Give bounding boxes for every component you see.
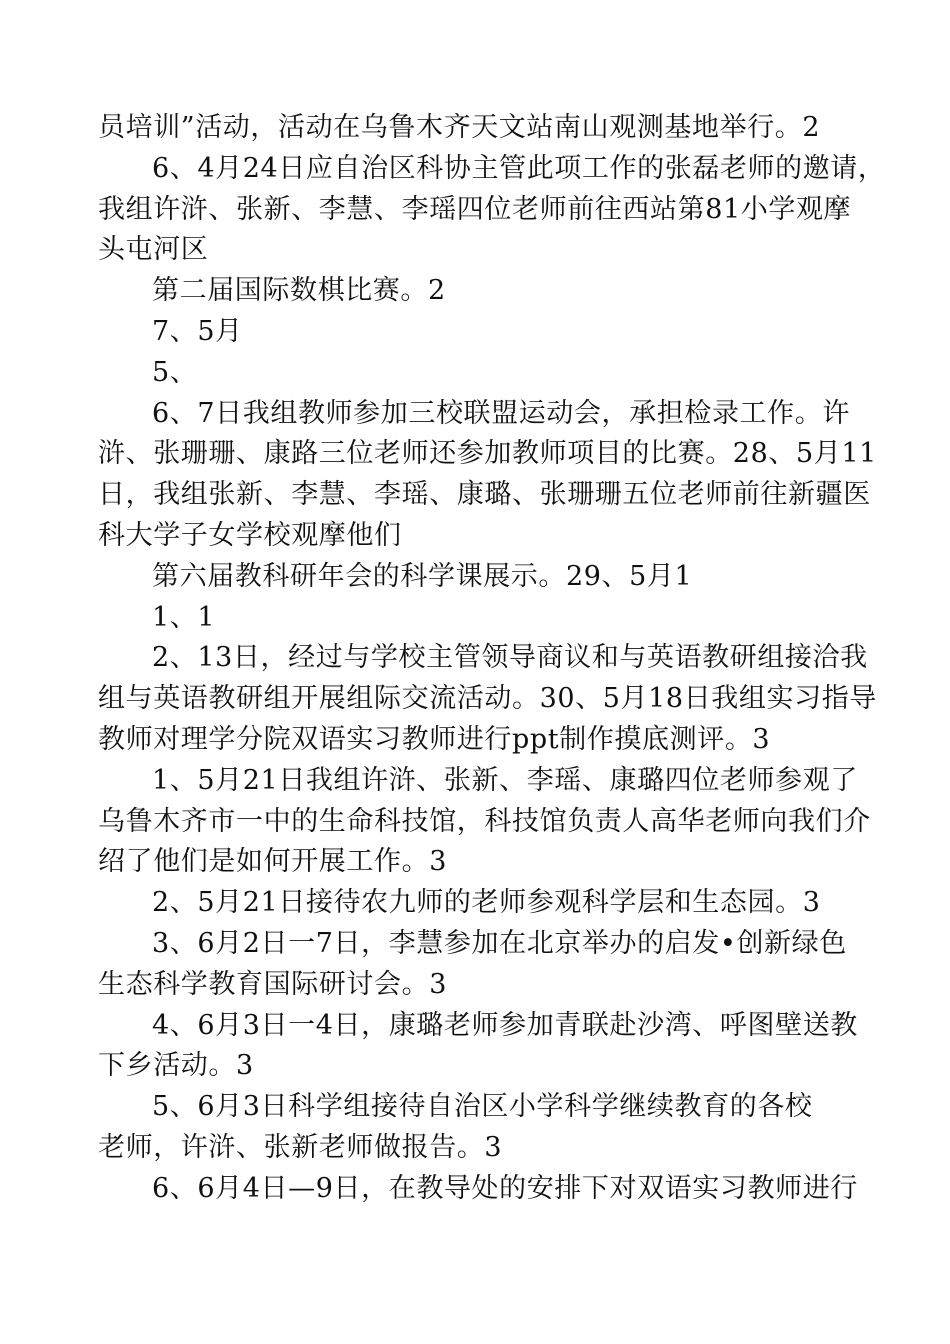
text-line: 4、6月3日一4日，康璐老师参加青联赴沙湾、呼图壁送教: [152, 1009, 858, 1041]
text-line: 5、: [152, 356, 198, 388]
text-line: 科大学子女学校观摩他们: [98, 519, 402, 551]
text-line: 老师，许浒、张新老师做报告。3: [98, 1131, 503, 1163]
text-line: 生态科学教育国际研讨会。3: [98, 968, 447, 1000]
text-line: 绍了他们是如何开展工作。3: [98, 846, 447, 878]
text-line: 组与英语教研组开展组际交流活动。30、5月18日我组实习指导: [98, 683, 877, 715]
text-line: 员培训”活动，活动在乌鲁木齐天文站南山观测基地举行。2: [98, 112, 821, 143]
text-line: 2、13日，经过与学校主管领导商议和与英语教研组接洽我: [152, 642, 868, 674]
text-line: 5、6月3日科学组接待自治区小学科学继续教育的各校: [152, 1091, 813, 1123]
text-line: 头屯河区: [98, 234, 209, 266]
document-body: [98, 108, 886, 1210]
text-line: 6、4月24日应自治区科协主管此项工作的张磊老师的邀请，: [152, 152, 886, 184]
text-line: 教师对理学分院双语实习教师进行ppt制作摸底测评。3: [98, 723, 771, 755]
text-line: 下乡活动。3: [98, 1050, 254, 1082]
text-line: 我组许浒、张新、李慧、李瑶四位老师前往西站第81小学观摩: [98, 193, 852, 225]
text-line: 6、7日我组教师参加三校联盟运动会，承担检录工作。许: [152, 397, 850, 429]
text-line: 1、1: [152, 601, 216, 633]
text-line: 第二届国际数棋比赛。2: [152, 275, 446, 307]
text-line: 6、6月4日—9日，在教导处的安排下对双语实习教师进行: [152, 1172, 858, 1204]
text-line: 2、5月21日接待农九师的老师参观科学层和生态园。3: [152, 887, 821, 919]
text-line: 1、5月21日我组许浒、张新、李瑶、康璐四位老师参观了: [152, 764, 858, 796]
text-line: 乌鲁木齐市一中的生命科技馆，科技馆负责人高华老师向我们介: [98, 805, 871, 837]
text-line: 7、5月: [152, 315, 243, 347]
text-line: 3、6月2日一7日，李慧参加在北京举办的启发•创新绿色: [152, 927, 847, 959]
text-line: 浒、张珊珊、康路三位老师还参加教师项目的比赛。28、5月11: [98, 438, 877, 470]
text-line: 日，我组张新、李慧、李瑶、康璐、张珊珊五位老师前往新疆医: [98, 479, 871, 511]
text-line: 第六届教科研年会的科学课展示。29、5月1: [152, 560, 693, 592]
